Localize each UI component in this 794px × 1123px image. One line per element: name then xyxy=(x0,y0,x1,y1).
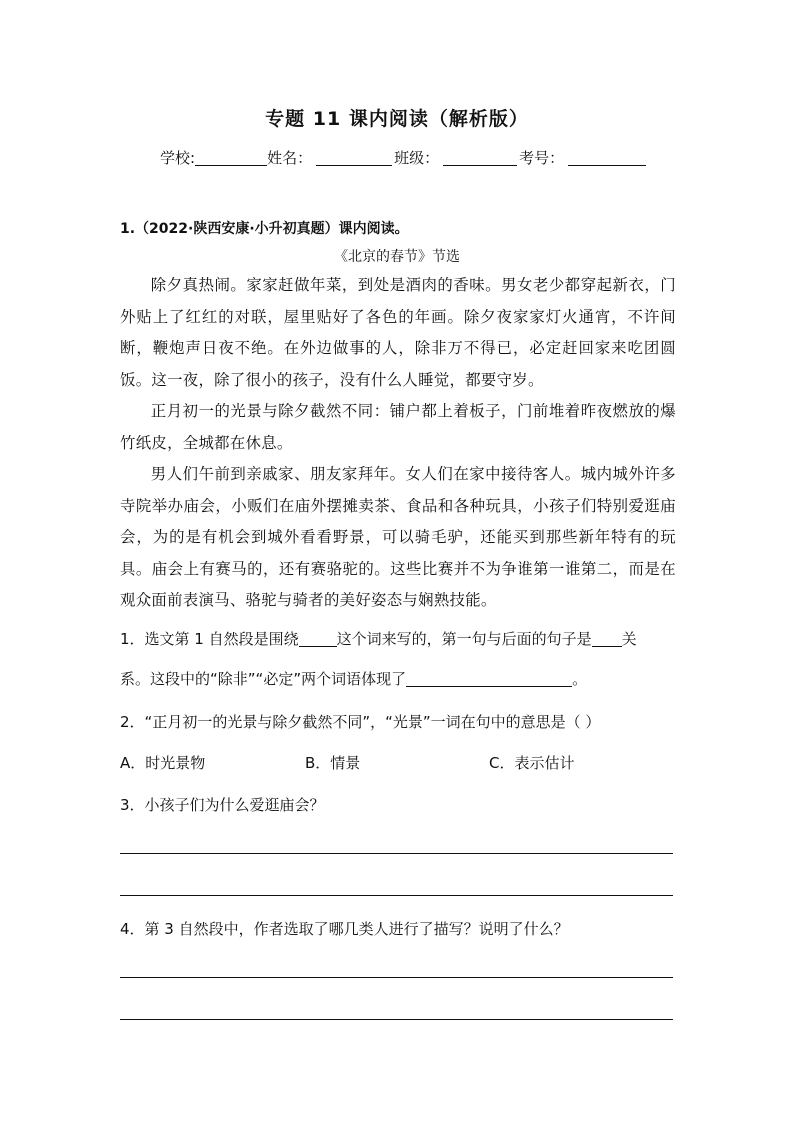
question-4: 4．第 3 自然段中，作者选取了哪几类人进行了描写？说明了什么？ xyxy=(120,920,569,938)
question-1-text-d: 系。这段中的“除非”“必定”两个词语体现了 xyxy=(120,670,407,688)
question-header: 1.（2022·陕西安康·小升初真题）课内阅读。 xyxy=(120,221,409,237)
question-1-blank-1[interactable] xyxy=(299,630,337,647)
passage xyxy=(120,270,676,617)
exam-no-label: 考号： xyxy=(519,149,565,167)
exam-no-blank[interactable] xyxy=(568,149,646,166)
question-2-option-a[interactable]: A．时光景物 xyxy=(120,754,206,772)
class-label: 班级： xyxy=(394,149,440,167)
question-1-line-1 xyxy=(120,628,637,649)
question-4-answer-line-1[interactable] xyxy=(120,977,673,978)
question-1-text-e: 。 xyxy=(572,670,588,688)
name-blank[interactable] xyxy=(316,149,392,166)
question-3: 3．小孩子们为什么爱逛庙会？ xyxy=(120,796,325,814)
passage-paragraph-2: 正月初一的光景与除夕截然不同：铺户都上着板子，门前堆着昨夜燃放的爆竹纸皮，全城都在休息。 xyxy=(120,402,676,452)
question-2-option-b[interactable]: B．情景 xyxy=(305,754,361,772)
page-title: 专题 11 课内阅读（解析版） xyxy=(265,108,529,130)
question-2-option-c[interactable]: C．表示估计 xyxy=(489,754,575,772)
passage-paragraph-1: 除夕真热闹。家家赶做年菜，到处是酒肉的香味。男女老少都穿起新衣，门外贴上了红红的对联，屋里贴好了各色的年画。除夕夜家家灯火通宵，不许间断，鞭炮声日夜不绝。在外边做事的人，除非万不得已，必定赶回家来吃团圆饭。这一夜，除了很小的孩子，没有什么人睡觉，都要守岁。 xyxy=(120,276,676,389)
question-1-line-2 xyxy=(120,668,587,689)
question-1-blank-3[interactable] xyxy=(406,670,572,687)
question-1-blank-2[interactable] xyxy=(592,630,622,647)
question-1-text-a: 1．选文第 1 自然段是围绕 xyxy=(120,630,299,648)
question-1-text-b: 这个词来写的，第一句与后面的句子是 xyxy=(336,630,592,648)
student-info-row xyxy=(160,147,646,168)
question-2: 2．“正月初一的光景与除夕截然不同”，“光景”一词在句中的意思是（ ） xyxy=(120,713,601,731)
question-4-answer-line-2[interactable] xyxy=(120,1019,673,1020)
question-3-answer-line-2[interactable] xyxy=(120,895,673,896)
class-blank[interactable] xyxy=(443,149,517,166)
school-label: 学校: xyxy=(160,149,196,167)
name-label: 姓名： xyxy=(267,149,313,167)
question-3-answer-line-1[interactable] xyxy=(120,853,673,854)
question-1-text-c: 关 xyxy=(621,630,637,648)
passage-paragraph-3: 男人们午前到亲戚家、朋友家拜年。女人们在家中接待客人。城内城外许多寺院举办庙会，小贩们在庙外摆摊卖茶、食品和各种玩具，小孩子们特别爱逛庙会，为的是有机会到城外看看野景，可以骑毛驴，还能买到那些新年特有的玩具。庙会上有赛马的，还有赛骆驼的。这些比赛并不为争谁第一谁第二，而是在观众面前表演马、骆驼与骑者的美好姿态与娴熟技能。 xyxy=(120,465,676,609)
passage-title: 《北京的春节》节选 xyxy=(334,249,460,265)
school-blank[interactable] xyxy=(195,149,267,166)
